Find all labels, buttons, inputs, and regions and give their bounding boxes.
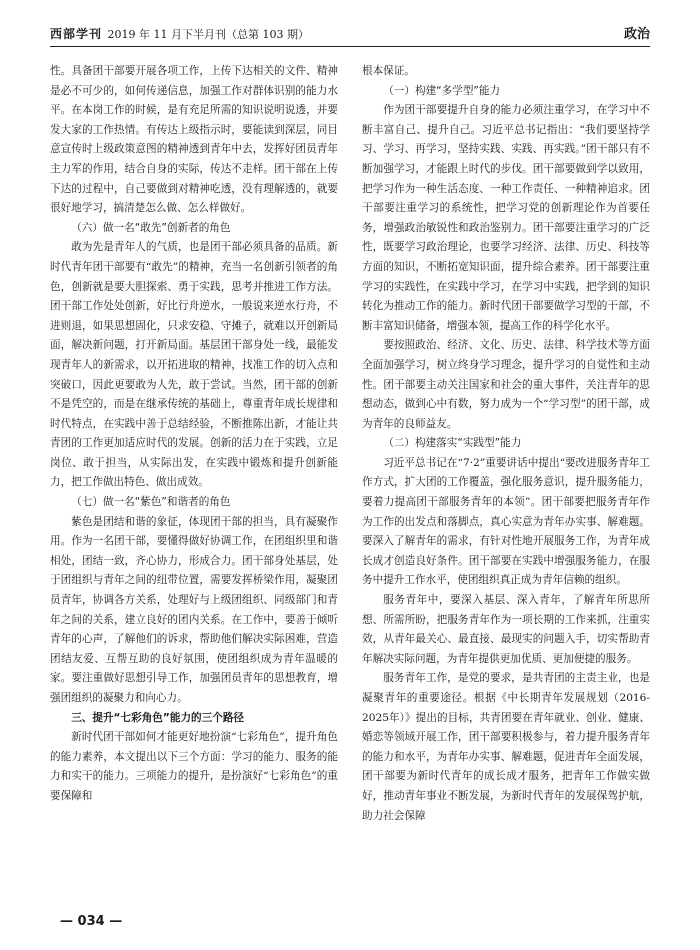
subheading: （六）做一名“敢先”创新者的角色	[71, 221, 231, 234]
journal-name: 西部学刊	[50, 27, 103, 41]
paragraph: 敢为先是青年人的气质，也是团干部必须具备的品质。新时代青年团干部要有“敢先”的精神，充当一名创新引领者的角色，创新就是要大胆探索、勇于实践，思考并推进工作方法。团干部工作处处创新，好比行舟逆水，一般说来逆水行舟，不进则退，如果思想固化，只求安稳、守摊子，就难以开创新局面，解决新问题，打开新局面。基层团干部身处一线，最能发现青年人的新需求，以开拓进取的精神，找准工作的切入点和突破口，因此更要敢为人先，敢于尝试。当然，团干部的创新不是凭空的，而是在继承传统的基础上，尊重青年成长规律和时代特点，在实践中善于总结经验，不断推陈出新，才能让共青团的工作更加适应时代的发展。创新的活力在于实践，立足岗位、敢于担当，从实际出发，在实践中锻炼和提升创新能力，把工作做出特色、做出成效。	[50, 241, 338, 489]
section-heading: 三、提升“七彩角色”能力的三个路径	[71, 711, 245, 724]
subheading: （二）构建落实“实践型”能力	[383, 437, 522, 450]
page-header	[50, 22, 650, 47]
subheading: （七）做一名“紫色”和谐者的角色	[71, 496, 231, 509]
journal-info	[50, 25, 309, 42]
left-column	[50, 62, 338, 912]
section-title: 政治	[623, 27, 650, 42]
paragraph: 习近平总书记在“7·2”重要讲话中提出“要改进服务青年工作方式，扩大团的工作覆盖，强化服务意识，提升服务能力，要着力提高团干部服务青年的本领”。团干部要把服务青年作为工作的出发点和落脚点，真心实意为青年办实事、解难题。要深入了解青年的需求，有针对性地开展服务工作，为青年成长成才创造良好条件。团干部要在实践中增强服务能力，在服务中提升工作水平，使团组织真正成为青年信赖的组织。	[362, 456, 650, 587]
paragraph: 新时代团干部如何才能更好地扮演“七彩角色”，提升角色的能力素养，本文提出以下三个方面：学习的能力、服务的能力和实干的能力。三项能力的提升，是扮演好“七彩角色”的重要保障和	[50, 731, 338, 802]
paragraph: 根本保证。	[362, 65, 415, 77]
subheading: （一）构建“多学型”能力	[383, 84, 501, 97]
paragraph: 性。具备团干部要开展各项工作，上传下达相关的文件、精神是必不可少的，如何传递信息，加强工作对群体识别的能力水平。在本岗工作的时候，是有充足所需的知识说明说透，并要发大家的工作热情。有传达上级指示时，要能读到深层，同目意宣传时上级政策意图的精神透到青年中去，发挥好团员青年主力军的作用，结合自身的实际，传达不走样。团干部在上传下达的过程中，自己要做到对精神吃透，没有理解透的，就要很好地学习，搞清楚怎么做、怎么样做好。	[50, 65, 338, 215]
paragraph: 作为团干部要提升自身的能力必须注重学习，在学习中不断丰富自己、提升自己。习近平总书记指出：“我们要坚持学习、学习、再学习，坚持实践、实践、再实践。”团干部只有不断加强学习，才能跟上时代的步伐。团干部要做到学以致用，把学习作为一种生活态度、一种工作责任、一种精神追求。团干部要注重学习的系统性，把学习党的创新理论作为首要任务，增强政治敏锐性和政治鉴别力。团干部要注重学习的广泛性，既要学习政治理论，也要学习经济、法律、历史、科技等方面的知识，不断拓宽知识面，提升综合素养。团干部要注重学习的实践性，在实践中学习，在学习中实践，把学到的知识转化为推动工作的能力。新时代团干部要做学习型的干部，不断丰富知识储备，增强本领，提高工作的科学化水平。	[362, 104, 650, 332]
paragraph: 服务青年中，要深入基层、深入青年，了解青年所思所想、所需所盼，把服务青年作为一项长期的工作来抓，注重实效，从青年最关心、最直接、最现实的问题入手，切实帮助青年解决实际问题，为青年提供更加优质、更加便捷的服务。	[362, 594, 650, 665]
right-column	[362, 62, 650, 912]
page-number: — 034 —	[60, 914, 123, 929]
paragraph: 要按照政治、经济、文化、历史、法律、科学技术等方面全面加强学习，树立终身学习理念，提升学习的自觉性和主动性。团干部要主动关注国家和社会的重大事件，关注青年的思想动态，做到心中有数，努力成为一个“学习型”的团干部，成为青年的良师益友。	[362, 339, 650, 430]
paragraph: 紫色是团结和谐的象征，体现团干部的担当，具有凝聚作用。作为一名团干部，要懂得做好协调工作，在团组织里和谐相处，团结一致，齐心协力，形成合力。团干部身处基层，处于团组织与青年之间的纽带位置，需要发挥桥梁作用，凝聚团员青年，协调各方关系，处理好与上级团组织、同级部门和青年之间的关系，建立良好的团内关系。在工作中，要善于倾听青年的心声，了解他们的诉求，帮助他们解决实际困难，营造团结友爱、互帮互助的良好氛围，使团组织成为青年温暖的家。要注重做好思想引导工作，加强团员青年的思想教育，增强团组织的凝聚力和向心力。	[50, 515, 338, 704]
paragraph: 服务青年工作，是党的要求，是共青团的主责主业，也是凝聚青年的重要途径。根据《中长期青年发展规划（2016-2025年）》提出的目标，共青团要在青年就业、创业、健康、婚恋等领域开展工作，团干部要积极参与，着力提升服务青年的能力和水平，为青年办实事、解难题，促进青年全面发展，团干部要为新时代青年的成长成才服务，把青年工作做实做好，推动青年事业不断发展，为新时代青年的发展保驾护航，助力社会保障	[362, 672, 650, 822]
journal-issue: 2019 年 11 月下半月刊（总第 103 期）	[107, 28, 309, 41]
